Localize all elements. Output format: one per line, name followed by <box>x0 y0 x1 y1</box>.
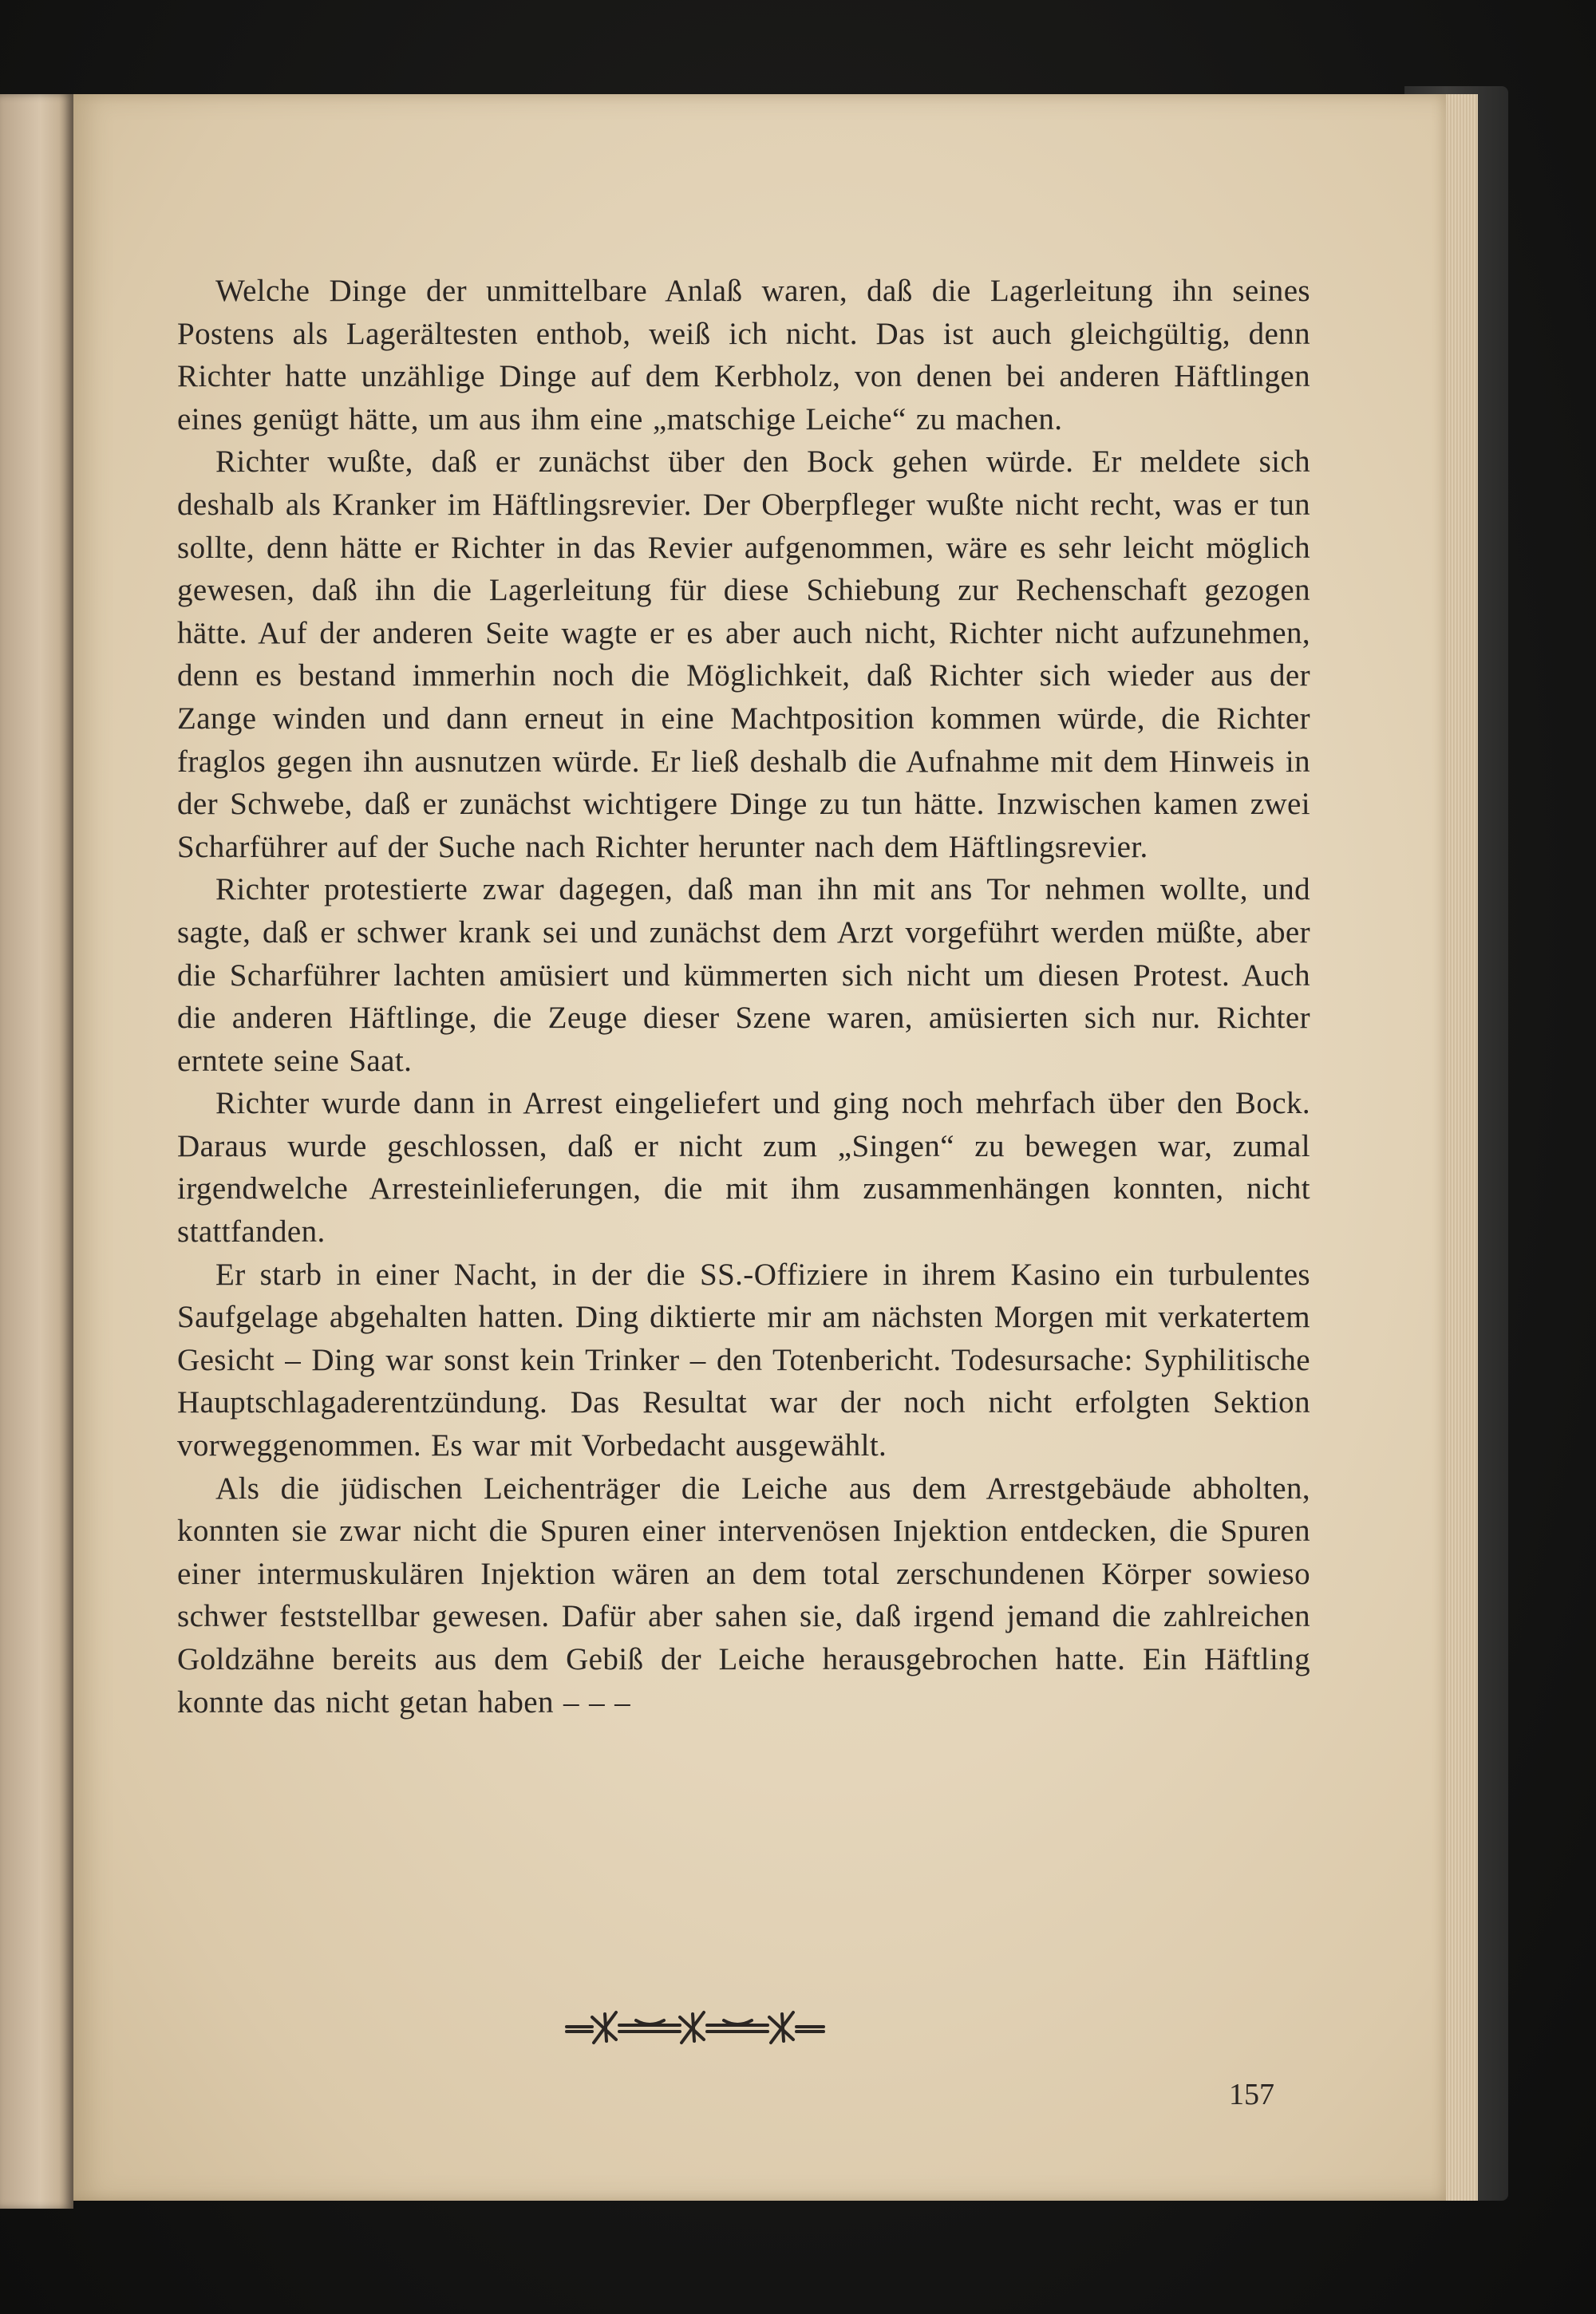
paragraph-3: Richter protestierte zwar dagegen, daß man ihn mit ans Tor nehmen wollte, und sagte, daß er schwer krank sei und zunächst dem Arzt vorgeführt werden müßte, aber die Scharführer lachten amüsiert und kümmerten sich nicht um diesen Protest. Auch die anderen Häftlinge, die Zeuge dieser Szene waren, amüsierten sich nur. Richter erntete seine Saat. <box>177 872 1310 1078</box>
ornament-divider-icon <box>560 2001 847 2049</box>
body-text <box>177 270 1310 1724</box>
paragraph-1: Welche Dinge der unmittelbare Anlaß waren, daß die Lagerleitung ihn seines Postens als Lagerältesten enthob, weiß ich nicht. Das ist auch gleichgültig, denn Richter hatte unzählige Dinge auf dem Kerbholz, von denen bei anderen Häftlingen eines genügt hätte, um aus ihm eine „matschige Leiche“ zu machen. <box>177 274 1310 436</box>
left-page-edge <box>0 94 73 2209</box>
paragraph-2: Richter wußte, daß er zunächst über den Bock gehen würde. Er meldete sich deshalb als Kranker im Häftlingsrevier. Der Oberpfleger wußte nicht recht, was er tun sollte, denn hätte er Richter in das Revier aufgenommen, wäre es sehr leicht möglich gewesen, daß ihn die Lagerleitung für diese Schiebung zur Rechenschaft gezogen hätte. Auf der anderen Seite wagte er es aber auch nicht, Richter nicht aufzunehmen, denn es bestand immerhin noch die Möglichkeit, daß Richter sich wieder aus der Zange winden und dann erneut in eine Machtposition kommen würde, die Richter fraglos gegen ihn ausnutzen würde. Er ließ deshalb die Aufnahme mit dem Hinweis in der Schwebe, daß er zunächst wichtigere Dinge zu tun hätte. Inzwischen kamen zwei Scharführer auf der Suche nach Richter herunter nach dem Häftlingsrevier. <box>177 444 1310 864</box>
paragraph-6: Als die jüdischen Leichenträger die Leiche aus dem Arrestgebäude abholten, konnten sie zwar nicht die Spuren einer intervenösen Injektion entdecken, die Spuren einer intermuskulären Injektion wären an dem total zerschundenen Körper sowieso schwer feststellbar gewesen. Dafür aber sahen sie, daß irgend jemand die zahlreichen Goldzähne bereits aus dem Gebiß der Leiche herausgebrochen hatte. Ein Häftling konnte das nicht getan haben – – – <box>177 1471 1310 1720</box>
paragraph-5: Er starb in einer Nacht, in der die SS.-Offiziere in ihrem Kasino ein turbulentes Saufgelage abgehalten hatten. Ding diktierte mir am nächsten Morgen mit verkatertem Gesicht – Ding war sonst kein Trinker – den Totenbericht. Todesursache: Syphilitische Hauptschlagaderentzündung. Das Resultat war der noch nicht erfolgten Sektion vorweggenommen. Es war mit Vorbedacht ausgewählt. <box>177 1257 1310 1463</box>
book-page <box>73 94 1446 2201</box>
page-number: 157 <box>1229 2078 1274 2111</box>
paragraph-4: Richter wurde dann in Arrest eingeliefert und ging noch mehrfach über den Bock. Daraus wurde geschlossen, daß er nicht zum „Singen“ zu bewegen war, zumal irgendwelche Arresteinlieferungen, die mit ihm zusammenhängen konnten, nicht stattfanden. <box>177 1086 1310 1250</box>
